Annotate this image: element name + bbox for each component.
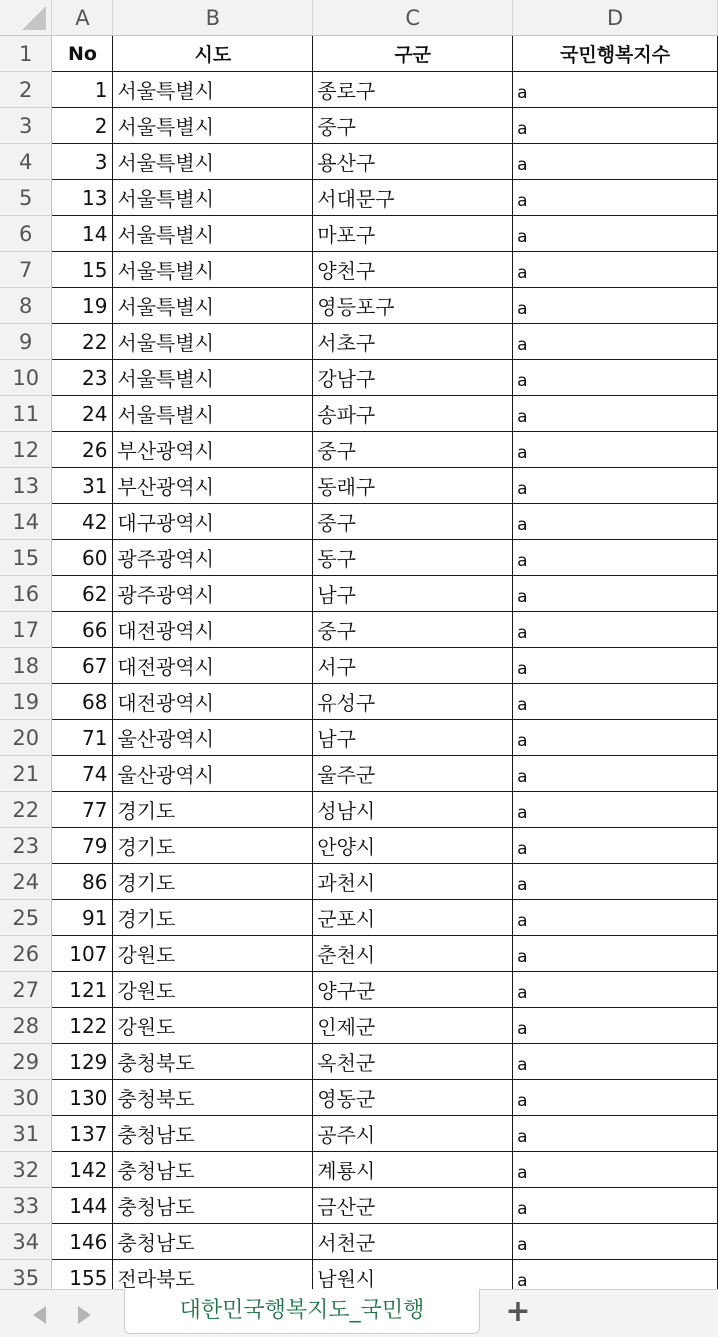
- cell-sido[interactable]: 전라북도: [113, 1260, 313, 1290]
- table-row: [0, 180, 718, 216]
- cell-happiness-index[interactable]: a: [513, 720, 718, 756]
- cell-happiness-index[interactable]: a: [513, 216, 718, 252]
- column-header-b[interactable]: B: [113, 0, 313, 36]
- cell-sido[interactable]: 서울특별시: [113, 252, 313, 288]
- select-all-corner[interactable]: [0, 0, 52, 36]
- cell-sido[interactable]: 경기도: [113, 792, 313, 828]
- cell-no[interactable]: 146: [52, 1224, 113, 1260]
- cell-gugun[interactable]: 동래구: [313, 468, 513, 504]
- column-header-c[interactable]: C: [313, 0, 513, 36]
- row-header[interactable]: 30: [0, 1080, 52, 1116]
- cell-happiness-index[interactable]: a: [513, 1188, 718, 1224]
- cell-gugun[interactable]: 성남시: [313, 792, 513, 828]
- cell-no[interactable]: 86: [52, 864, 113, 900]
- cell-no[interactable]: 62: [52, 576, 113, 612]
- cell-happiness-index[interactable]: a: [513, 468, 718, 504]
- cell-no[interactable]: 137: [52, 1116, 113, 1152]
- cell-sido[interactable]: 충청북도: [113, 1044, 313, 1080]
- cell-gugun[interactable]: 영동군: [313, 1080, 513, 1116]
- cell-gugun[interactable]: 강남구: [313, 360, 513, 396]
- cell-no[interactable]: 66: [52, 612, 113, 648]
- cell-gugun[interactable]: 공주시: [313, 1116, 513, 1152]
- cell-sido[interactable]: 서울특별시: [113, 360, 313, 396]
- cell-happiness-index[interactable]: a: [513, 756, 718, 792]
- cell-no[interactable]: 26: [52, 432, 113, 468]
- row-header[interactable]: 12: [0, 432, 52, 468]
- row-header[interactable]: 34: [0, 1224, 52, 1260]
- row-header[interactable]: 24: [0, 864, 52, 900]
- table-row: [0, 504, 718, 540]
- cell-sido[interactable]: 대전광역시: [113, 612, 313, 648]
- header-cell-no[interactable]: No: [52, 36, 113, 72]
- cell-happiness-index[interactable]: a: [513, 792, 718, 828]
- row-header[interactable]: 26: [0, 936, 52, 972]
- cell-sido[interactable]: 경기도: [113, 864, 313, 900]
- cell-gugun[interactable]: 남구: [313, 720, 513, 756]
- cell-no[interactable]: 19: [52, 288, 113, 324]
- cell-sido[interactable]: 서울특별시: [113, 72, 313, 108]
- cell-gugun[interactable]: 남원시: [313, 1260, 513, 1290]
- row-header[interactable]: 10: [0, 360, 52, 396]
- cell-no[interactable]: 24: [52, 396, 113, 432]
- cell-gugun[interactable]: 중구: [313, 504, 513, 540]
- table-row: [0, 540, 718, 576]
- table-row: [0, 684, 718, 720]
- cell-sido[interactable]: 광주광역시: [113, 576, 313, 612]
- table-row: [0, 324, 718, 360]
- cell-happiness-index[interactable]: a: [513, 648, 718, 684]
- cell-sido[interactable]: 강원도: [113, 972, 313, 1008]
- cell-gugun[interactable]: 양천구: [313, 252, 513, 288]
- cell-sido[interactable]: 충청남도: [113, 1188, 313, 1224]
- row-header[interactable]: 8: [0, 288, 52, 324]
- cell-gugun[interactable]: 중구: [313, 108, 513, 144]
- cell-happiness-index[interactable]: a: [513, 1044, 718, 1080]
- table-row: [0, 216, 718, 252]
- row-header[interactable]: 18: [0, 648, 52, 684]
- cell-gugun[interactable]: 양구군: [313, 972, 513, 1008]
- row-header[interactable]: 23: [0, 828, 52, 864]
- cell-gugun[interactable]: 서구: [313, 648, 513, 684]
- triangle-left-icon[interactable]: [33, 1306, 46, 1324]
- cell-sido[interactable]: 충청남도: [113, 1116, 313, 1152]
- table-row: [0, 756, 718, 792]
- cell-gugun[interactable]: 안양시: [313, 828, 513, 864]
- header-cell-gugun[interactable]: 구군: [313, 36, 513, 72]
- row-header[interactable]: 14: [0, 504, 52, 540]
- cell-sido[interactable]: 부산광역시: [113, 468, 313, 504]
- cell-no[interactable]: 14: [52, 216, 113, 252]
- cell-no[interactable]: 3: [52, 144, 113, 180]
- cell-sido[interactable]: 부산광역시: [113, 432, 313, 468]
- cell-no[interactable]: 1: [52, 72, 113, 108]
- cell-gugun[interactable]: 마포구: [313, 216, 513, 252]
- cell-happiness-index[interactable]: a: [513, 324, 718, 360]
- table-row: [0, 1080, 718, 1116]
- table-row: [0, 1008, 718, 1044]
- cell-gugun[interactable]: 계룡시: [313, 1152, 513, 1188]
- cell-sido[interactable]: 충청북도: [113, 1080, 313, 1116]
- cell-happiness-index[interactable]: a: [513, 396, 718, 432]
- row-header[interactable]: 16: [0, 576, 52, 612]
- table-row: [0, 576, 718, 612]
- row-header[interactable]: 28: [0, 1008, 52, 1044]
- row-header[interactable]: 35: [0, 1260, 52, 1290]
- table-row: [0, 936, 718, 972]
- table-row: [0, 396, 718, 432]
- cell-gugun[interactable]: 영등포구: [313, 288, 513, 324]
- cell-gugun[interactable]: 군포시: [313, 900, 513, 936]
- cell-happiness-index[interactable]: a: [513, 72, 718, 108]
- cell-sido[interactable]: 울산광역시: [113, 720, 313, 756]
- cell-no[interactable]: 91: [52, 900, 113, 936]
- row-header[interactable]: 3: [0, 108, 52, 144]
- cell-sido[interactable]: 충청남도: [113, 1224, 313, 1260]
- row-header[interactable]: 17: [0, 612, 52, 648]
- cell-gugun[interactable]: 송파구: [313, 396, 513, 432]
- cell-sido[interactable]: 서울특별시: [113, 324, 313, 360]
- row-header[interactable]: 19: [0, 684, 52, 720]
- cell-happiness-index[interactable]: a: [513, 108, 718, 144]
- cell-happiness-index[interactable]: a: [513, 252, 718, 288]
- table-row: [0, 792, 718, 828]
- cell-gugun[interactable]: 종로구: [313, 72, 513, 108]
- cell-happiness-index[interactable]: a: [513, 576, 718, 612]
- cell-no[interactable]: 2: [52, 108, 113, 144]
- row-header[interactable]: 2: [0, 72, 52, 108]
- table-row: [0, 72, 718, 108]
- table-row: [0, 1116, 718, 1152]
- cell-sido[interactable]: 서울특별시: [113, 108, 313, 144]
- table-row: [0, 1260, 718, 1290]
- header-cell-sido[interactable]: 시도: [113, 36, 313, 72]
- cell-no[interactable]: 13: [52, 180, 113, 216]
- table-row: [0, 360, 718, 396]
- cell-gugun[interactable]: 인제군: [313, 1008, 513, 1044]
- row-header[interactable]: 15: [0, 540, 52, 576]
- table-row: [0, 432, 718, 468]
- cell-gugun[interactable]: 중구: [313, 612, 513, 648]
- table-row: [0, 252, 718, 288]
- cell-gugun[interactable]: 용산구: [313, 144, 513, 180]
- table-row: [0, 972, 718, 1008]
- cell-no[interactable]: 107: [52, 936, 113, 972]
- row-header[interactable]: 4: [0, 144, 52, 180]
- cell-happiness-index[interactable]: a: [513, 432, 718, 468]
- cell-happiness-index[interactable]: a: [513, 1152, 718, 1188]
- cell-happiness-index[interactable]: a: [513, 1116, 718, 1152]
- cell-gugun[interactable]: 서초구: [313, 324, 513, 360]
- cell-happiness-index[interactable]: a: [513, 144, 718, 180]
- cell-sido[interactable]: 서울특별시: [113, 144, 313, 180]
- cell-happiness-index[interactable]: a: [513, 1080, 718, 1116]
- row-header[interactable]: 31: [0, 1116, 52, 1152]
- cell-happiness-index[interactable]: a: [513, 612, 718, 648]
- table-row: [0, 1152, 718, 1188]
- cell-gugun[interactable]: 동구: [313, 540, 513, 576]
- triangle-right-icon[interactable]: [78, 1306, 91, 1324]
- row-header[interactable]: 22: [0, 792, 52, 828]
- cell-no[interactable]: 74: [52, 756, 113, 792]
- column-header-row: [0, 0, 718, 36]
- row-header[interactable]: 29: [0, 1044, 52, 1080]
- table-row: [0, 288, 718, 324]
- table-row: [0, 828, 718, 864]
- column-header-a[interactable]: A: [52, 0, 113, 36]
- cell-no[interactable]: 22: [52, 324, 113, 360]
- sheet-tab-active[interactable]: 대한민국행복지도_국민행: [124, 1289, 480, 1334]
- table-row: [0, 648, 718, 684]
- cell-sido[interactable]: 서울특별시: [113, 396, 313, 432]
- table-row: [0, 144, 718, 180]
- header-cell-happiness-index[interactable]: 국민행복지수: [513, 36, 718, 72]
- cell-happiness-index[interactable]: a: [513, 1008, 718, 1044]
- row-header[interactable]: 25: [0, 900, 52, 936]
- cell-happiness-index[interactable]: a: [513, 288, 718, 324]
- table-row: [0, 108, 718, 144]
- cell-no[interactable]: 15: [52, 252, 113, 288]
- cell-no[interactable]: 23: [52, 360, 113, 396]
- select-all-triangle-icon: [22, 6, 46, 30]
- cell-sido[interactable]: 강원도: [113, 936, 313, 972]
- cell-sido[interactable]: 충청남도: [113, 1152, 313, 1188]
- cell-no[interactable]: 67: [52, 648, 113, 684]
- cell-no[interactable]: 42: [52, 504, 113, 540]
- table-row: [0, 864, 718, 900]
- cell-gugun[interactable]: 남구: [313, 576, 513, 612]
- cell-gugun[interactable]: 과천시: [313, 864, 513, 900]
- cell-happiness-index[interactable]: a: [513, 1224, 718, 1260]
- row-header[interactable]: 33: [0, 1188, 52, 1224]
- cell-no[interactable]: 129: [52, 1044, 113, 1080]
- cell-gugun[interactable]: 서대문구: [313, 180, 513, 216]
- table-row: [0, 900, 718, 936]
- cell-no[interactable]: 31: [52, 468, 113, 504]
- cell-sido[interactable]: 대구광역시: [113, 504, 313, 540]
- add-sheet-button[interactable]: +: [505, 1294, 531, 1329]
- cell-sido[interactable]: 울산광역시: [113, 756, 313, 792]
- cell-no[interactable]: 68: [52, 684, 113, 720]
- cell-no[interactable]: 122: [52, 1008, 113, 1044]
- cell-happiness-index[interactable]: a: [513, 180, 718, 216]
- sheet-tab-bar: [0, 1289, 718, 1337]
- row-header[interactable]: 20: [0, 720, 52, 756]
- cell-sido[interactable]: 대전광역시: [113, 648, 313, 684]
- cell-sido[interactable]: 경기도: [113, 900, 313, 936]
- cell-gugun[interactable]: 춘천시: [313, 936, 513, 972]
- cell-gugun[interactable]: 옥천군: [313, 1044, 513, 1080]
- cell-no[interactable]: 71: [52, 720, 113, 756]
- cell-happiness-index[interactable]: a: [513, 828, 718, 864]
- table-row: [0, 1224, 718, 1260]
- table-row: [0, 720, 718, 756]
- cell-gugun[interactable]: 금산군: [313, 1188, 513, 1224]
- cell-happiness-index[interactable]: a: [513, 684, 718, 720]
- cell-happiness-index[interactable]: a: [513, 936, 718, 972]
- table-row: [0, 1188, 718, 1224]
- row-header[interactable]: 6: [0, 216, 52, 252]
- table-row: [0, 1044, 718, 1080]
- cell-happiness-index[interactable]: a: [513, 1260, 718, 1290]
- cell-no[interactable]: 77: [52, 792, 113, 828]
- row-header[interactable]: 11: [0, 396, 52, 432]
- row-header[interactable]: 21: [0, 756, 52, 792]
- cell-no[interactable]: 155: [52, 1260, 113, 1290]
- cell-sido[interactable]: 서울특별시: [113, 216, 313, 252]
- row-header[interactable]: 5: [0, 180, 52, 216]
- cell-happiness-index[interactable]: a: [513, 540, 718, 576]
- row-header[interactable]: 9: [0, 324, 52, 360]
- cell-no[interactable]: 142: [52, 1152, 113, 1188]
- cell-gugun[interactable]: 서천군: [313, 1224, 513, 1260]
- cell-gugun[interactable]: 유성구: [313, 684, 513, 720]
- table-row: [0, 612, 718, 648]
- cell-sido[interactable]: 서울특별시: [113, 180, 313, 216]
- cell-happiness-index[interactable]: a: [513, 360, 718, 396]
- cell-happiness-index[interactable]: a: [513, 900, 718, 936]
- table-row: [0, 468, 718, 504]
- cell-no[interactable]: 121: [52, 972, 113, 1008]
- cell-sido[interactable]: 경기도: [113, 828, 313, 864]
- cell-sido[interactable]: 광주광역시: [113, 540, 313, 576]
- cell-gugun[interactable]: 중구: [313, 432, 513, 468]
- cell-no[interactable]: 130: [52, 1080, 113, 1116]
- cell-no[interactable]: 60: [52, 540, 113, 576]
- cell-gugun[interactable]: 울주군: [313, 756, 513, 792]
- row-header[interactable]: 1: [0, 36, 52, 72]
- header-data-row: [0, 36, 718, 72]
- cell-happiness-index[interactable]: a: [513, 864, 718, 900]
- column-header-d[interactable]: D: [513, 0, 718, 36]
- row-header[interactable]: 32: [0, 1152, 52, 1188]
- cell-happiness-index[interactable]: a: [513, 504, 718, 540]
- cell-sido[interactable]: 강원도: [113, 1008, 313, 1044]
- cell-no[interactable]: 144: [52, 1188, 113, 1224]
- row-header[interactable]: 13: [0, 468, 52, 504]
- cell-sido[interactable]: 서울특별시: [113, 288, 313, 324]
- cell-sido[interactable]: 대전광역시: [113, 684, 313, 720]
- cell-no[interactable]: 79: [52, 828, 113, 864]
- row-header[interactable]: 27: [0, 972, 52, 1008]
- row-header[interactable]: 7: [0, 252, 52, 288]
- cell-happiness-index[interactable]: a: [513, 972, 718, 1008]
